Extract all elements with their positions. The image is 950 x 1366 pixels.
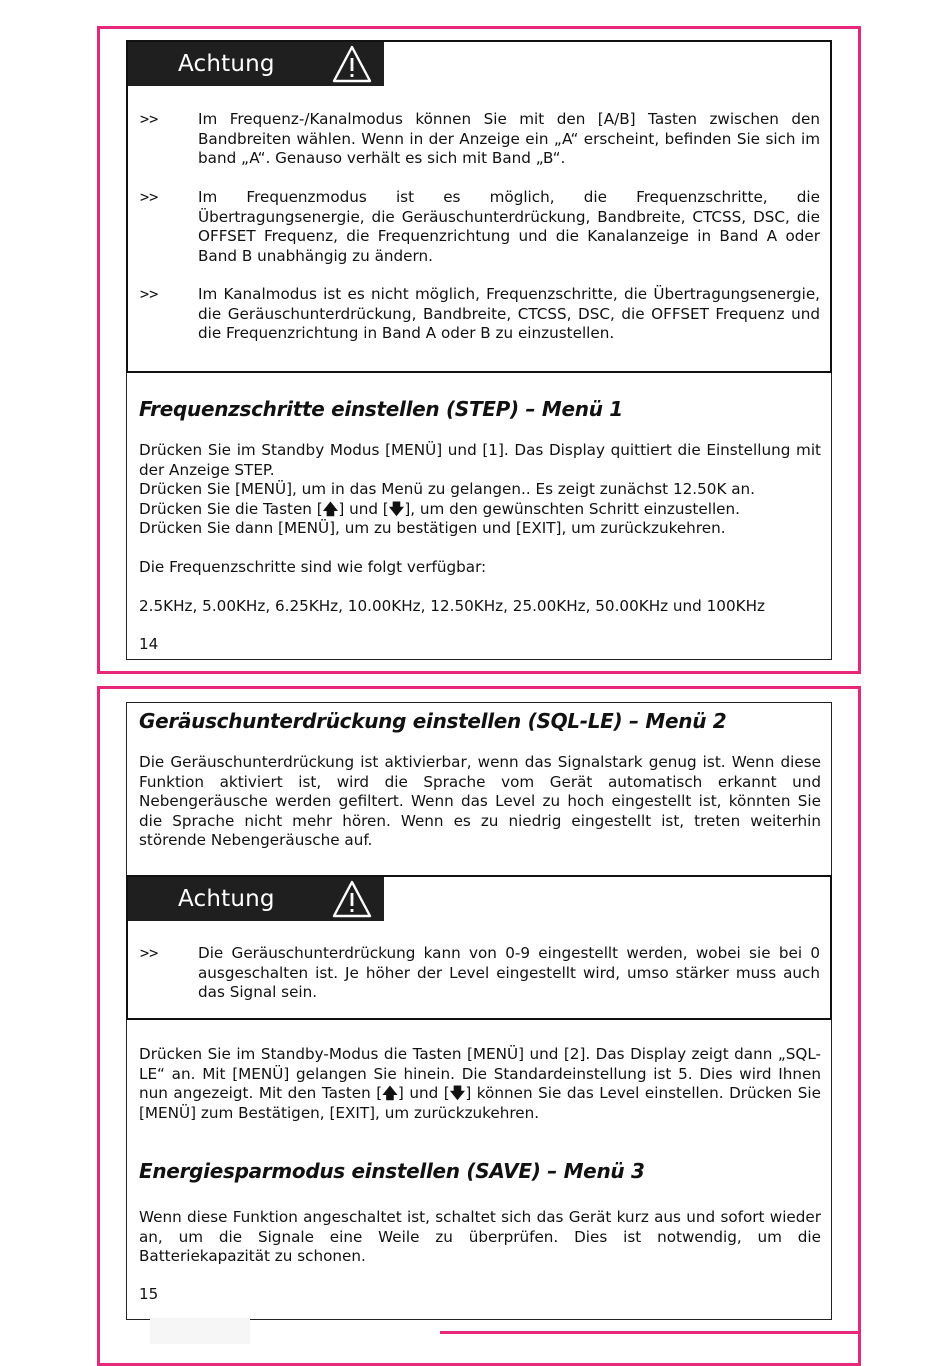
warning-box-2 <box>126 875 832 1020</box>
step-para-4: Drücken Sie dann [MENÜ], um zu bestätigen und [EXIT], um zurückzukehren. <box>139 519 726 537</box>
arrow-up-icon: 🡅 <box>322 499 339 518</box>
warning-bullet-3 <box>140 285 820 344</box>
bullet-mark: >> <box>140 944 159 962</box>
sql-instr-a: Drücken Sie im Standby-Modus die Tasten [MENÜ] und [2]. Das Display zeigt dann „SQL-LE“ an. Mit [MENÜ] gelangen Sie hinein. Die Standardeinstellung ist 5. Dies wird Ihnen nun angezeigt. Mit den Tasten [ <box>139 1045 821 1102</box>
section-title-step: Frequenzschritte einstellen (STEP) – Menü 1 <box>139 397 623 421</box>
step-para-5: Die Frequenzschritte sind wie folgt verfügbar: <box>139 558 487 576</box>
step-para-3c: ], um den gewünschten Schritt einzustellen. <box>404 499 740 518</box>
bullet-text: Im Kanalmodus ist es nicht möglich, Frequenzschritte, die Übertragungsenergie, die Geräuschunterdrückung, Bandbreite, CTCSS, DSC, die OFFSET Frequenz und die Frequenzrichtung in Band A oder B zu einzustellen. <box>198 285 820 342</box>
warning-bullet-2 <box>140 188 820 266</box>
warning-header <box>128 877 384 921</box>
step-para-3 <box>139 500 821 520</box>
bullet-text: Im Frequenzmodus ist es möglich, die Frequenzschritte, die Übertragungsenergie, die Geräuschunterdrückung, Bandbreite, CTCSS, DSC, die OFFSET Frequenz, die Frequenzrichtung und die Kanalanzeige in Band A oder Band B unabhängig zu ändern. <box>198 188 820 265</box>
bullet-text: Im Frequenz-/Kanalmodus können Sie mit den [A/B] Tasten zwischen den Bandbreiten wählen. Wenn in der Anzeige ein „A“ erscheint, befinden Sie sich im band „A“. Genauso verhält es sich mit Band „B“. <box>198 110 820 167</box>
page-box-1 <box>126 40 832 660</box>
bullet-mark: >> <box>140 285 159 303</box>
step-list: 2.5KHz, 5.00KHz, 6.25KHz, 10.00KHz, 12.50KHz, 25.00KHz, 50.00KHz und 100KHz <box>139 597 765 615</box>
paragraph-step <box>139 441 821 539</box>
warning-label: Achtung <box>178 51 275 77</box>
arrow-down-icon: 🡇 <box>449 1084 466 1102</box>
step-para-3a: Drücken Sie die Tasten [ <box>139 499 323 518</box>
arrow-up-icon: 🡅 <box>382 1084 398 1102</box>
step-para-1: Drücken Sie im Standby Modus [MENÜ] und [1]. Das Display quittiert die Einstellung mit der Anzeige STEP. <box>139 441 821 479</box>
bullet-mark: >> <box>140 188 159 206</box>
sql-paragraph: Die Geräuschunterdrückung ist aktivierbar, wenn das Signalstark genug ist. Wenn diese Funktion aktiviert ist, wird die Sprache vom Gerät automatisch erkannt und Nebengeräusche werden gefiltert. Wenn das Level zu hoch eingestellt ist, könnten Sie die Sprache nicht mehr hören. Wenn es zu niedrig eingestellt ist, treten weiterhin störende Nebengeräusche auf. <box>139 753 821 849</box>
page-number-15: 15 <box>139 1285 159 1303</box>
warning-bullet-sql <box>140 944 820 1003</box>
warning-triangle-icon <box>332 879 372 919</box>
page-number-14: 14 <box>139 635 159 653</box>
step-para-3b: ] und [ <box>338 499 389 518</box>
bullet-mark: >> <box>140 110 159 128</box>
page-box-2 <box>126 702 832 1320</box>
step-para-2: Drücken Sie [MENÜ], um in das Menü zu gelangen.. Es zeigt zunächst 12.50K an. <box>139 480 755 498</box>
section-title-save: Energiesparmodus einstellen (SAVE) – Menü 3 <box>139 1159 645 1183</box>
sql-instr-c: ] können Sie das Level einstellen. Drücken Sie [MENÜ] zum Bestätigen, [EXIT], um zurückzukehren. <box>139 1084 821 1122</box>
bullet-text: Die Geräuschunterdrückung kann von 0-9 eingestellt werden, wobei sie bei 0 ausgeschalten ist. Je höher der Level eingestellt wird, umso stärker muss auch das Signal sein. <box>198 944 820 1001</box>
warning-bullet-1 <box>140 110 820 169</box>
section-title-sql: Geräuschunterdrückung einstellen (SQL-LE) – Menü 2 <box>139 709 727 733</box>
bottom-strip <box>150 1318 250 1344</box>
warning-box-1 <box>126 40 832 373</box>
save-paragraph: Wenn diese Funktion angeschaltet ist, schaltet sich das Gerät kurz aus und sofort wieder an, um die Signale eine Weile zu überprüfen. Dies ist notwendig, um die Batteriekapazität zu schonen. <box>139 1208 821 1265</box>
arrow-down-icon: 🡇 <box>388 499 405 518</box>
warning-triangle-icon <box>332 44 372 84</box>
sql-instr-b: ] und [ <box>397 1084 450 1102</box>
sql-instructions <box>139 1045 821 1123</box>
warning-label: Achtung <box>178 886 275 912</box>
bottom-accent-line <box>440 1331 860 1334</box>
warning-header <box>128 42 384 86</box>
